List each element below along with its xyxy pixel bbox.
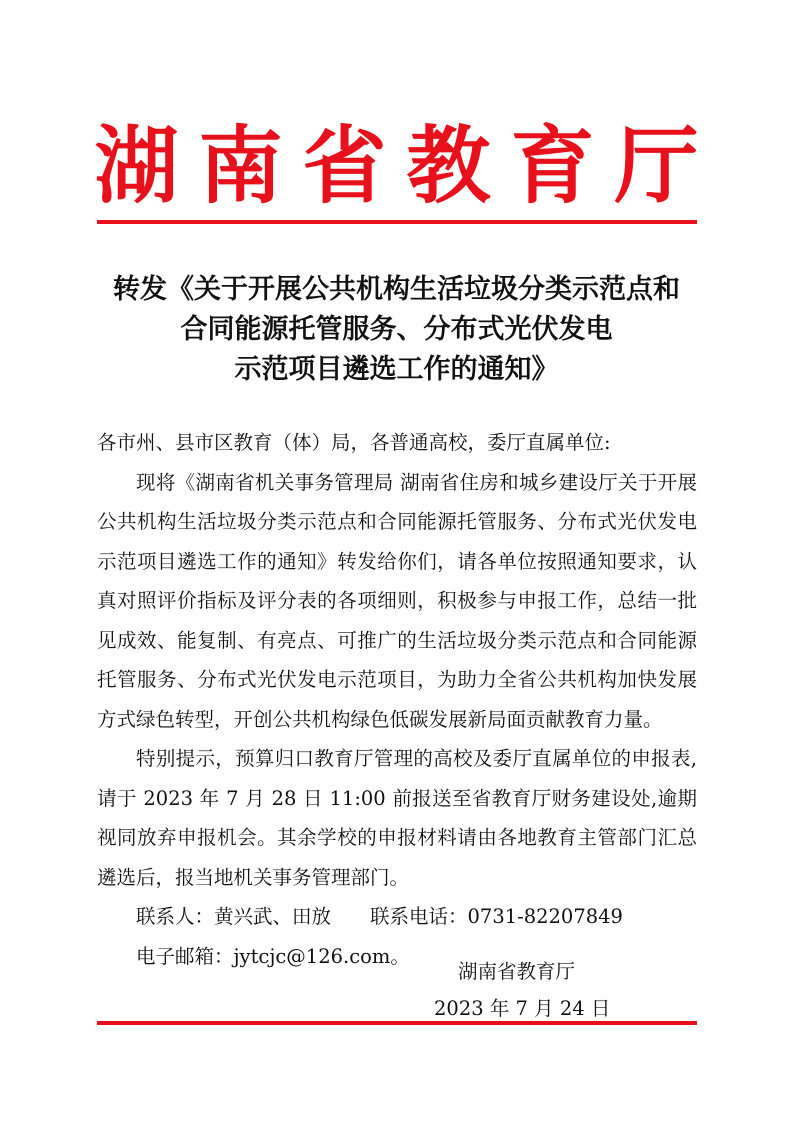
- document-title-line-2: 合同能源托管服务、分布式光伏发电: [180, 314, 613, 345]
- contact-info: 联系人：黄兴武、田放 联系电话：0731-82207849: [136, 905, 623, 928]
- signature-block: [420, 953, 620, 1027]
- paragraph-notice: 现将《湖南省机关事务管理局 湖南省住房和城乡建设厅关于开展公共机构生活垃圾分类示范点和合同能源托管服务、分布式光伏发电示范项目遴选工作的通知》转发给你们，请各单位按照通知要求，认真对照评价指标及评分表的各项细则，积极参与申报工作，总结一批见成效、能复制、有亮点、可推广的生活垃圾分类示范点和合同能源托管服务、分布式光伏发电示范项目，为助力全省公共机构加快发展方式绿色转型，开创公共机构绿色低碳发展新局面贡献教育力量。: [97, 470, 697, 731]
- signature-organization: 湖南省教育厅: [458, 960, 576, 983]
- masthead-title: 湖南省教育厅: [94, 116, 719, 215]
- masthead-red-rule: [97, 220, 697, 224]
- salutation: 各市州、县市区教育（体）局，各普通高校，委厅直属单位:: [97, 431, 611, 454]
- document-body: [97, 423, 697, 976]
- signature-date: 2023 年 7 月 24 日: [434, 997, 611, 1020]
- paragraph-special-reminder: 特别提示，预算归口教育厅管理的高校及委厅直属单位的申报表,请于 2023 年 7 月 28 日 11:00 前报送至省教育厅财务建设处,逾期视同放弃申报机会。其余学校的申报材料请由各地教育主管部门汇总遴选后，报当地机关事务管理部门。: [97, 747, 697, 889]
- document-title: [80, 270, 713, 390]
- contact-email: 电子邮箱：jytcjc@126.com。: [136, 944, 410, 968]
- document-title-line-3: 示范项目遴选工作的通知》: [234, 354, 559, 385]
- footer-red-rule: [97, 1021, 697, 1025]
- document-title-line-1: 转发《关于开展公共机构生活垃圾分类示范点和: [113, 274, 680, 305]
